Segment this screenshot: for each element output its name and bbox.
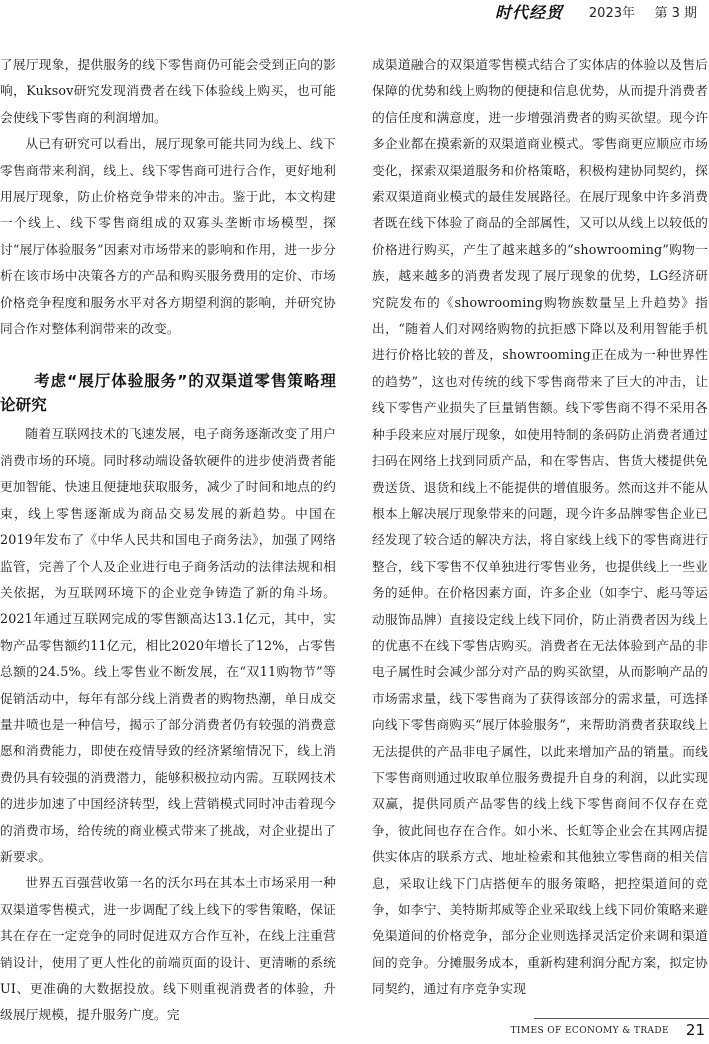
paragraph: 成渠道融合的双渠道零售模式结合了实体店的体验以及售后保障的优势和线上购物的便捷和信息优势，从而提升消费者的信任度和满意度，进一步增强消费者的购买欲望。现今许多企业都在摸索新的双渠道商业模式。零售商更应顺应市场变化，探索双渠道服务和价格策略，积极构建协同契约，探索双渠道商业模式的最佳发展路径。在展厅现象中许多消费者既在线下体验了商品的全部属性，又可以从线上以较低的价格进行购买，产生了越来越多的“showrooming”购物一族，越来越多的消费者发现了展厅现象的优势，LG经济研究院发布的《showrooming购物族数量呈上升趋势》指出，“随着人们对网络购物的抗拒感下降以及利用智能手机进行价格比较的普及，showrooming正在成为一种世界性的趋势”，这也对传统的线下零售商带来了巨大的冲击，让线下零售产业损失了巨量销售额。线下零售商不得不采用各种手段来应对展厅现象，如使用特制的条码防止消费者通过扫码在网络上找到同质产品，和在零售店、售货大楼提供免费送货、退货和线上不能提供的增值服务。然而这并不能从根本上解决展厅现象带来的问题，现今许多品牌零售企业已经发现了较合适的解决方法，将自家线上线下的零售商进行整合，线下零售不仅单独进行零售业务，也提供线上一些业务的延伸。在价格因素方面，许多企业（如李宁、彪马等运动服饰品牌）直接设定线上线下同价，防止消费者因为线上的优惠不在线下零售店购买。消费者在无法体验到产品的非电子属性时会减少部分对产品的购买欲望，从而影响产品的市场需求量，线下零售商为了获得该部分的需求量，可选择向线下零售商购买“展厅体验服务”，来帮助消费者获取线上无法提供的产品非电子属性，以此来增加产品的销量。而线下零售商则通过收取单位服务费提升自身的利润，以此实现双赢，提供同质产品零售的线上线下零售商间不仅存在竞争，彼此间也存在合作。如小米、长虹等企业会在其网店提供实体店的联系方式、地址检索和其他独立零售商的相关信息，采取让线下门店搭便车的服务策略，把控渠道间的竞争，如李宁、美特斯邦威等企业采取线上线下同价策略来避免渠道间的价格竞争，部分企业则选择灵活定价来调和渠道间的竞争。分摊服务成本，重新构建利润分配方案，拟定协同契约，通过有序竞争实现 (372, 57, 708, 997)
page-header (0, 0, 709, 24)
page-number: 21 (685, 1021, 705, 1039)
journal-logo: 时代经贸 (494, 3, 563, 22)
paragraph: 了展厅现象，提供服务的线下零售商仍可能会受到正向的影响，Kuksov研究发现消费者在线下体验线上购买，也可能会使线下零售商的利润增加。 (0, 57, 336, 125)
footer-divider (534, 1018, 709, 1019)
paragraph: 随着互联网技术的飞速发展，电子商务逐渐改变了用户消费市场的环境。同时移动端设备软硬件的进步使消费者能更加智能、快速且便捷地获取服务，减少了时间和地点的约束，线上零售逐渐成为商品交易发展的新趋势。中国在2019年发布了《中华人民共和国电子商务法》，加强了网络监管，完善了个人及企业进行电子商务活动的法律法规和相关依据，为互联网环境下的企业竞争铸造了新的角斗场。2021年通过互联网完成的零售额高达13.1亿元，其中，实物产品零售额约11亿元，相比2020年增长了12%，占零售总额的24.5%。线上零售业不断发展，在“双11购物节”等促销活动中，每年有部分线上消费者的购物热潮，单日成交量井喷也是一种信号，揭示了部分消费者仍有较强的消费意愿和消费能力，即使在疫情导致的经济紧缩情况下，线上消费仍具有较强的消费潜力，能够积极拉动内需。互联网技术的进步加速了中国经济转型，线上营销模式同时冲击着现今的消费市场，给传统的商业模式带来了挑战，对企业提出了新要求。 (0, 426, 336, 864)
paragraph: 世界五百强营收第一名的沃尔玛在其本土市场采用一种双渠道零售模式，进一步调配了线上线下的零售策略，保证其在存在一定竞争的同时促进双方合作互补，在线上注重营销设计，使用了更人性化的前端页面的设计、更清晰的系统UI、更准确的大数据投放。线下则重视消费者的体验，升级展厅规模，提升服务广度。完 (0, 875, 336, 1023)
section-heading: 考虑“展厅体验服务”的双渠道零售策略理论研究 (0, 372, 336, 415)
page-footer (0, 1018, 709, 1044)
right-column (372, 52, 708, 1003)
paragraph: 从已有研究可以看出，展厅现象可能共同为线上、线下零售商带来利润，线上、线下零售商可进行合作，更好地利用展厅现象，防止价格竞争带来的冲击。鉴于此，本文构建一个线上、线下零售商组成的双寡头垄断市场模型，探讨“展厅体验服务”因素对市场带来的影响和作用，进一步分析在该市场中决策各方的产品和购买服务费用的定价、市场价格竞争程度和服务水平对各方期望利润的影响，并研究协同合作对整体利润带来的改变。 (0, 136, 336, 337)
issue-year: 2023年 (588, 6, 635, 21)
issue-number: 第 3 期 (654, 6, 697, 21)
left-column (0, 52, 336, 1029)
journal-name: TIMES OF ECONOMY & TRADE (510, 1026, 669, 1036)
